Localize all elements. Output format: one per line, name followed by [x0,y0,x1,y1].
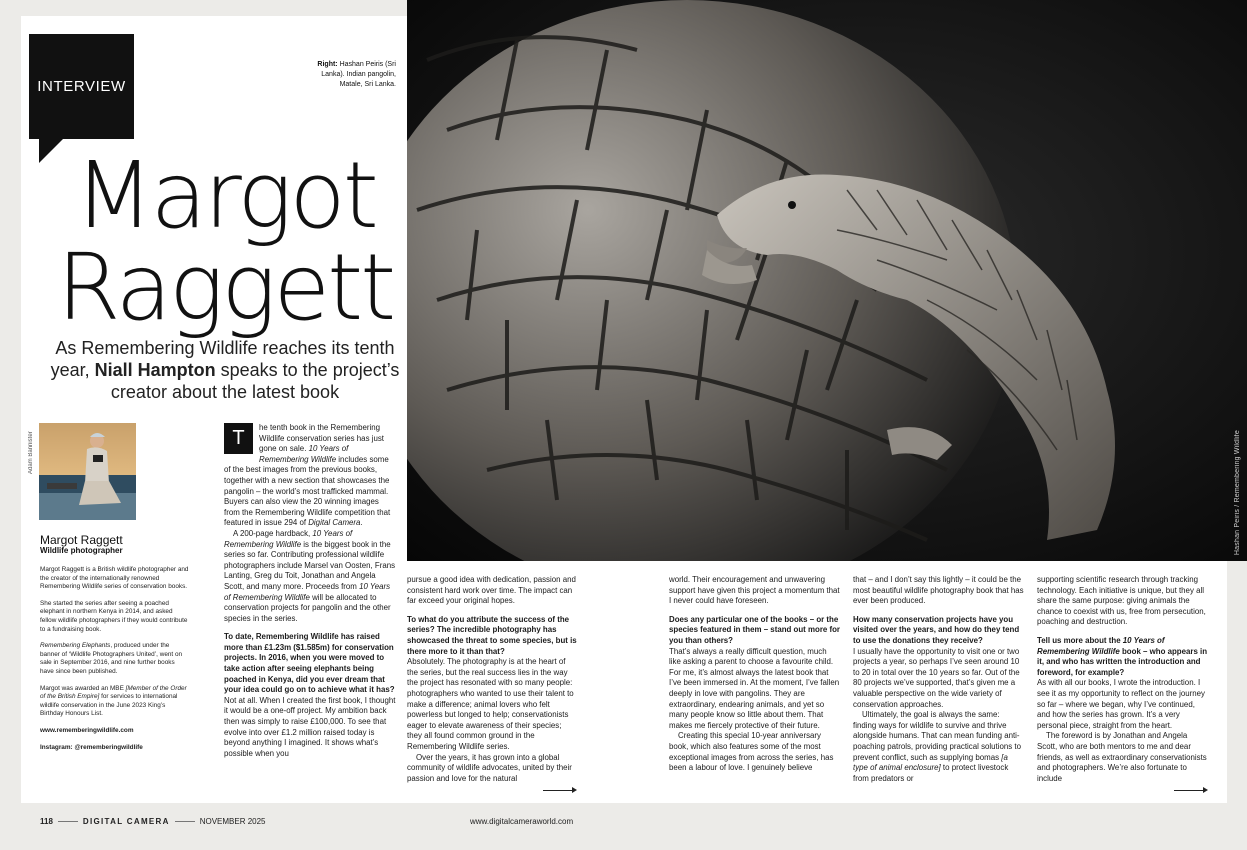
headline-line-2: Raggett [56,234,394,341]
pangolin-photo [407,0,1247,561]
article-column-3 [669,575,840,774]
profile-portrait [39,423,136,520]
body-text: . [360,518,363,528]
body-text: includes some of the best images from the previous books, together with a new section that showcases the pangolin – the world’s most trafficked mammal. Buyers can also view the 20 winning images from the Remembering Wildlife competition that featured in issue 294 of [224,454,391,528]
photo-caption [300,60,396,90]
standfirst-part-1: As Remembering Wildlife reaches its tenth year, [50,338,395,380]
question-text: Tell us more about the [1037,635,1123,645]
headline-line-1: Margot [74,142,376,249]
magazine-title: DIGITAL CAMERA [82,817,170,826]
article-column-1 [224,423,396,759]
page-footer [40,817,266,826]
pangolin-illustration [407,0,1247,561]
bio-italic: [Member of the Order of the British Empire] [40,684,187,701]
body-paragraph: supporting scientific research through tracking technology. Each initiative is unique, but they all share the same purpose: giving animals the chance to coexist with us, free from persecution, poaching and destruction. [1037,575,1206,627]
bio-paragraph: Margot Raggett is a British wildlife photographer and the creator of the internationally renowned Remembering Wildlife series of conservation books. [40,566,189,591]
interview-question [1037,636,1209,678]
article-column-5 [1037,575,1209,784]
profile-bio [40,566,190,760]
standfirst [50,337,400,403]
bio-book-title: Remembering Elephants [40,642,111,650]
interview-answer: The foreword is by Jonathan and Angela Scott, who are both mentors to me and dear friends, as well as extraordinary conservationists and photographers. We’re also fortunate to include [1037,731,1207,783]
interview-answer: Over the years, it has grown into a global community of wildlife advocates, united by their passion and love for the natural [407,752,572,783]
interview-question: How many conservation projects have you visited over the years, and how do they tend to use the donations they receive? [853,614,1020,645]
profile-photo-credit: Adam Bannister [28,431,34,474]
bio-text: , produced under the banner of ‘Wildlife Photographers United’, went on sale in September 2016, and nine further books have since been published. [40,642,183,675]
body-text: he tenth book in the Remembering Wildlife conservation series has just gone on sale. [259,423,384,454]
article-column-4 [853,575,1024,784]
body-italic: 10 Years of Remembering Wildlife [259,444,349,464]
interview-question: To date, Remembering Wildlife has raised more than £1.23m ($1.585m) for conservation projects. In 2016, when you were moved to take action after seeing elephants being poached in Kenya, did you ever dream that your idea could go on to achieve what it has? [224,632,395,695]
body-paragraph [224,529,396,624]
standfirst-author: Niall Hampton [94,360,216,380]
continue-arrow-icon [1174,786,1208,794]
body-paragraph: world. Their encouragement and unwavering support have given this project a momentum that I never could have foreseen. [669,575,840,606]
bio-paragraph: She started the series after seeing a poached elephant in northern Kenya in 2014, and asked fellow wildlife photographers if they would contribute to a fundraising book. [40,599,188,633]
section-tab: INTERVIEW [29,34,134,139]
interview-question: To what do you attribute the success of the series? The incredible photography has showcased the threat to some species, but is there more to it than that? [407,614,577,656]
body-text: will be allocated to conservation projects for pangolin and the other species in the series. [224,592,391,623]
question-italic: 10 Years of Remembering Wildlife [1037,635,1165,656]
interview-question: Does any particular one of the books – or the species featured in them – stand out more for you than others? [669,614,841,645]
page-number: 118 [40,817,53,826]
interview-answer: As with all our books, I wrote the introduction. I see it as my opportunity to reflect on the journey so far – where we began, why I’ve continued, and how the series has grown. It’s a very personal piece, straight from the heart. [1037,678,1205,730]
photo-caption-text: Hashan Peiris (Sri Lanka). Indian pangolin, Matale, Sri Lanka. [321,61,396,88]
interview-answer: That’s always a really difficult question, much like asking a parent to choose a favourite child. For me, it’s almost always the latest book that I’ve been immersed in. At the moment, I’ve fallen deeply in love with pangolins. They are extraordinary, endearing animals, and yet so many people know so little about them. That makes me fiercely protective of their future. [669,646,840,730]
body-paragraph: pursue a good idea with dedication, passion and consistent hard work over time. The impact can far exceed your original hopes. [407,575,576,606]
bio-paragraph [40,685,190,719]
bio-text: Margot was awarded an MBE [40,684,126,692]
body-italic: Digital Camera [308,518,361,528]
body-paragraph: that – and I don’t say this lightly – it could be the most beautiful wildlife photography book that has ever been produced. [853,575,1024,606]
body-text: Ultimately, the goal is always the same: finding ways for wildlife to survive and thrive alongside humans. That can mean funding anti-poaching patrols, providing practical solutions to prevent conflict, such as supplying bomas [853,710,1021,762]
interview-answer: Creating this special 10-year anniversary book, which also features some of the most exceptional images from across the series, has been a labour of love. I genuinely believe [669,731,834,773]
footer-url[interactable]: www.digitalcameraworld.com [470,817,574,826]
interview-answer: Not at all. When I created the first book, I thought it would be a one-off project. My ambition back then was simply to raise £100,000. To see that evolve into over £1.2 million raised today is beyond anything I imagined. It shows what’s possible when you [224,695,396,758]
body-italic: [a type of animal enclosure] [853,752,1008,773]
drop-cap: T [224,423,253,454]
body-italic: 10 Years of Remembering Wildlife [224,581,391,602]
continue-arrow-icon [543,786,577,794]
body-text: is the biggest book in the series so far. Contributing professional wildlife photographers include Marsel van Oosten, Frans Lanting, Greg du Toit, Jonathan and Angela Scott, and many more. Proceeds from [224,539,396,591]
bio-text: for services to international wildlife conservation in the June 2023 King’s Birthday Honours List. [40,693,178,718]
profile-name: Margot Raggett [40,533,123,547]
instagram-handle[interactable]: Instagram: @rememberingwildlife [40,743,143,751]
intro-paragraph [224,423,396,529]
article-column-2 [407,575,577,784]
footer-divider [58,821,78,822]
footer-divider [175,821,195,822]
body-text: A 200-page hardback, [233,528,313,538]
profile-role: Wildlife photographer [40,546,123,555]
bio-paragraph [40,642,190,676]
interview-answer: Absolutely. The photography is at the heart of the series, but the real success lies in the way the project has resonated with so many people: photographers who wanted to use their talent to make a difference; animal lovers who felt powerless but longed to help; conservationists eager to elevate awareness of their species; they all found common ground in the Remembering Wildlife series. [407,657,574,751]
photo-credit: Hashan Peiris / Remembering Wildlife [1234,430,1241,556]
body-italic: 10 Years of Remembering Wildlife [224,528,353,549]
website-link[interactable]: www.rememberingwildlife.com [40,726,134,734]
body-text: to protect livestock from predators or [853,763,1009,783]
question-text: book – who appears in it, and who has written the introduction and foreword, for example? [1037,646,1208,677]
standfirst-part-2: speaks to the project’s creator about the latest book [110,360,400,402]
photo-caption-label: Right: [317,61,338,68]
interview-answer [853,710,1024,784]
interview-answer: I usually have the opportunity to visit one or two projects a year, so perhaps I’ve seen around 10 to 20 in total over the 10 years so far. Out of the 80 projects we’ve supported, that’s given me a valuable perspective on the wide variety of conservation approaches. [853,646,1020,709]
headline [50,142,400,341]
issue-date: NOVEMBER 2025 [199,817,266,826]
profile-photo [39,423,136,520]
